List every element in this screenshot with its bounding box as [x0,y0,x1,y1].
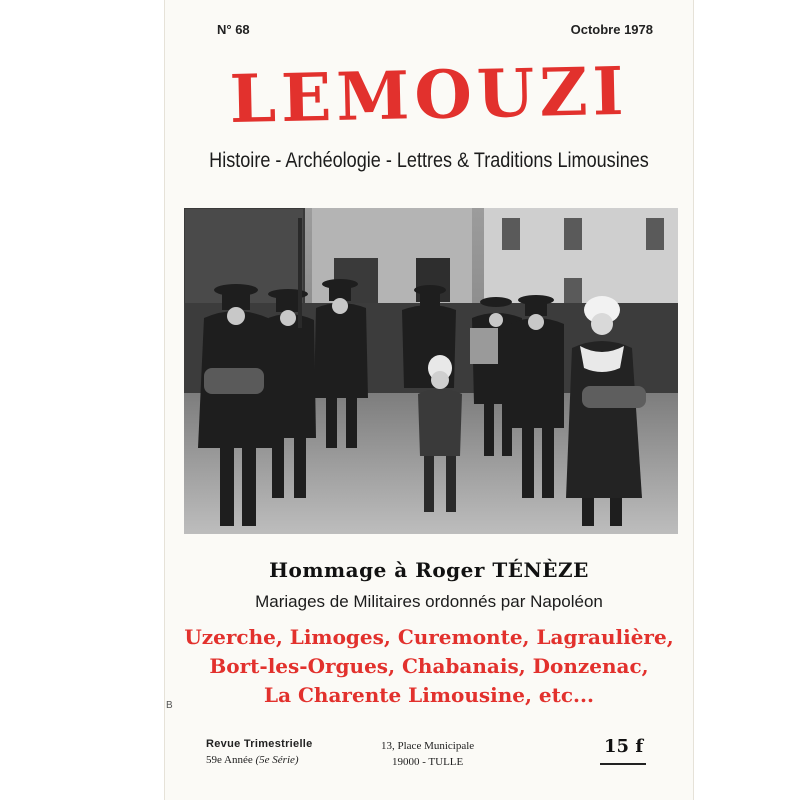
places-line: Bort-les-Orgues, Chabanais, Donzenac, [209,654,649,678]
masthead-title: LEMOUZI [228,51,630,139]
annee-label: 59e Année [206,754,253,766]
procession-photo-image [184,208,678,534]
places-line: Uzerche, Limoges, Curemonte, Lagraulière, [184,625,674,649]
cover-subheadline: Mariages de Militaires ordonnés par Napoléon [255,592,603,611]
places-line: La Charente Limousine, etc... [264,683,594,707]
page-edge-mark: B [166,700,173,711]
revue-label: Revue Trimestrielle [206,738,313,750]
address-line-2: 19000 - TULLE [391,756,464,768]
issue-number: N° 68 [217,22,250,37]
price-underline [600,763,646,765]
masthead-subtitle: Histoire - Archéologie - Lettres & Traditions Limousines [209,149,649,172]
annee-line [206,754,313,766]
cover-headline: Hommage à Roger TÉNÈZE [269,558,589,582]
places-list [165,623,693,710]
footer-publication-info [206,738,313,766]
footer-address [381,738,474,770]
cover-photo [184,208,678,534]
magazine-cover [165,0,693,800]
serie-label: (5e Série) [255,754,299,766]
issue-date: Octobre 1978 [570,22,653,37]
address-line-1: 13, Place Municipale [381,740,475,752]
price: 15 f [604,736,644,757]
